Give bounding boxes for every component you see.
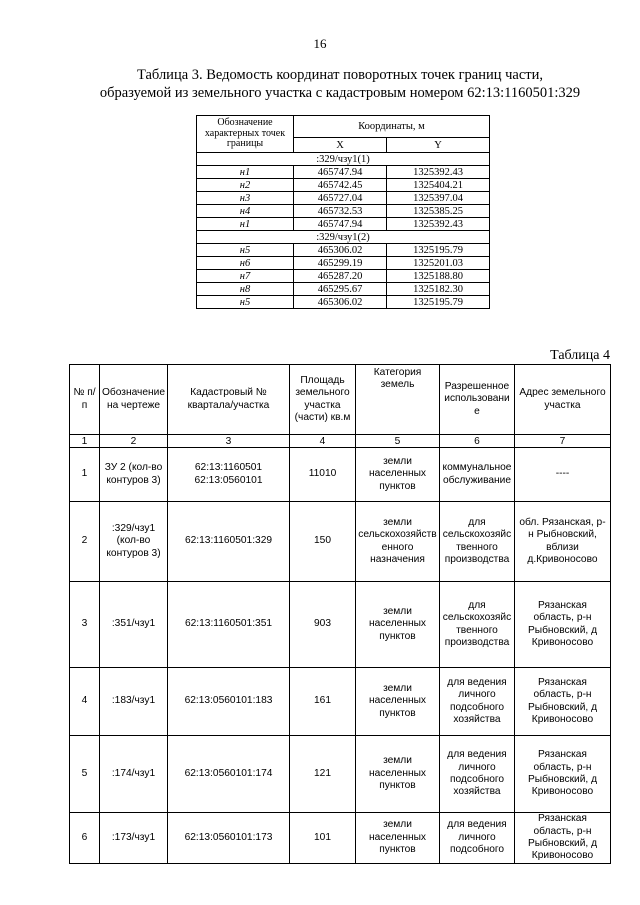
- header-y: Y: [387, 138, 490, 153]
- table-row: [197, 179, 490, 192]
- row-number: 1: [70, 448, 100, 502]
- header-designation: Обозначение на чертеже: [100, 365, 168, 435]
- permitted-use: для сельскохозяйственного производства: [440, 502, 515, 582]
- table-row: [70, 582, 611, 668]
- category: земли населенных пунктов: [356, 813, 440, 864]
- address: обл. Рязанская, р-н Рыбновский, вблизи д.Кривоносово: [515, 502, 611, 582]
- point-name: н7: [197, 270, 294, 283]
- x-value: 465299.19: [294, 257, 387, 270]
- cadastral: [168, 448, 290, 502]
- y-value: 1325397.04: [387, 192, 490, 205]
- table-row: [70, 668, 611, 736]
- point-name: н5: [197, 296, 294, 309]
- address: ----: [515, 448, 611, 502]
- table-row: [70, 736, 611, 813]
- category: земли населенных пунктов: [356, 448, 440, 502]
- parcels-table: [69, 364, 611, 864]
- area: 150: [290, 502, 356, 582]
- y-value: 1325195.79: [387, 296, 490, 309]
- group-label: :329/чзу1(1): [197, 153, 490, 166]
- column-number: 1: [70, 435, 100, 448]
- area: 11010: [290, 448, 356, 502]
- header-address: Адрес земельного участка: [515, 365, 611, 435]
- table-row: [70, 813, 611, 864]
- table-row: [197, 257, 490, 270]
- row-number: 2: [70, 502, 100, 582]
- column-number: 7: [515, 435, 611, 448]
- designation: :183/чзу1: [100, 668, 168, 736]
- header-number: № п/п: [70, 365, 100, 435]
- address: Рязанская область, р-н Рыбновский, д Кривоносово: [515, 668, 611, 736]
- cadastral-line2: 62:13:0560101: [194, 474, 263, 486]
- address: Рязанская область, р-н Рыбновский, д Кривоносово: [515, 813, 611, 864]
- table3-title-line2: образуемой из земельного участка с кадастровым номером 62:13:1160501:329: [99, 85, 581, 101]
- table3-title-line1: Таблица 3. Ведомость координат поворотных точек границ части,: [137, 67, 543, 83]
- area: 101: [290, 813, 356, 864]
- permitted-use: для ведения личного подсобного хозяйства: [440, 736, 515, 813]
- row-number: 6: [70, 813, 100, 864]
- area: 161: [290, 668, 356, 736]
- area: 121: [290, 736, 356, 813]
- y-value: 1325404.21: [387, 179, 490, 192]
- header-area: Площадь земельного участка (части) кв.м: [290, 365, 356, 435]
- group-label: :329/чзу1(2): [197, 231, 490, 244]
- cadastral: 62:13:1160501:329: [168, 502, 290, 582]
- point-name: н3: [197, 192, 294, 205]
- cadastral-line1: 62:13:1160501: [194, 462, 263, 474]
- y-value: 1325392.43: [387, 218, 490, 231]
- point-name: н2: [197, 179, 294, 192]
- column-number: 4: [290, 435, 356, 448]
- coordinates-table: [196, 115, 490, 309]
- x-value: 465727.04: [294, 192, 387, 205]
- point-name: н1: [197, 218, 294, 231]
- y-value: 1325195.79: [387, 244, 490, 257]
- y-value: 1325201.03: [387, 257, 490, 270]
- x-value: 465306.02: [294, 296, 387, 309]
- table-row: [197, 192, 490, 205]
- designation: :351/чзу1: [100, 582, 168, 668]
- table-row: [197, 296, 490, 309]
- cadastral: 62:13:0560101:183: [168, 668, 290, 736]
- column-number: 3: [168, 435, 290, 448]
- column-number: 6: [440, 435, 515, 448]
- table-row: [197, 244, 490, 257]
- table4-label: Таблица 4: [550, 348, 610, 363]
- column-number: 5: [356, 435, 440, 448]
- x-value: 465306.02: [294, 244, 387, 257]
- table-row: [197, 166, 490, 179]
- header-coords: Координаты, м: [294, 116, 490, 138]
- cadastral: 62:13:0560101:173: [168, 813, 290, 864]
- page-number: 16: [313, 36, 327, 51]
- point-name: н1: [197, 166, 294, 179]
- address: Рязанская область, р-н Рыбновский, д Кривоносово: [515, 582, 611, 668]
- y-value: 1325392.43: [387, 166, 490, 179]
- area: 903: [290, 582, 356, 668]
- category: земли населенных пунктов: [356, 668, 440, 736]
- table-row: [197, 205, 490, 218]
- header-x: X: [294, 138, 387, 153]
- designation: :329/чзу1 (кол-во контуров 3): [100, 502, 168, 582]
- table-row: [197, 218, 490, 231]
- x-value: 465747.94: [294, 218, 387, 231]
- permitted-use: коммунальное обслуживание: [440, 448, 515, 502]
- permitted-use: для сельскохозяйственного производства: [440, 582, 515, 668]
- y-value: 1325385.25: [387, 205, 490, 218]
- y-value: 1325188.80: [387, 270, 490, 283]
- table-row: [197, 283, 490, 296]
- table-row: [70, 502, 611, 582]
- header-use: Разрешенное использование: [440, 365, 515, 435]
- table3-title: [60, 66, 620, 102]
- row-number: 3: [70, 582, 100, 668]
- point-name: н5: [197, 244, 294, 257]
- x-value: 465747.94: [294, 166, 387, 179]
- header-category: Категория земель: [356, 365, 440, 435]
- column-number: 2: [100, 435, 168, 448]
- header-cadastral: Кадастровый № квартала/участка: [168, 365, 290, 435]
- point-name: н4: [197, 205, 294, 218]
- category: земли сельскохозяйственного назначения: [356, 502, 440, 582]
- header-points: Обозначение характерных точек границы: [197, 116, 294, 153]
- cadastral: 62:13:0560101:174: [168, 736, 290, 813]
- designation: :174/чзу1: [100, 736, 168, 813]
- designation: ЗУ 2 (кол-во контуров 3): [100, 448, 168, 502]
- table-row: [197, 270, 490, 283]
- y-value: 1325182.30: [387, 283, 490, 296]
- x-value: 465295.67: [294, 283, 387, 296]
- designation: :173/чзу1: [100, 813, 168, 864]
- category: земли населенных пунктов: [356, 582, 440, 668]
- category: земли населенных пунктов: [356, 736, 440, 813]
- table-row: [70, 448, 611, 502]
- point-name: н6: [197, 257, 294, 270]
- row-number: 4: [70, 668, 100, 736]
- x-value: 465742.45: [294, 179, 387, 192]
- x-value: 465732.53: [294, 205, 387, 218]
- cadastral: 62:13:1160501:351: [168, 582, 290, 668]
- permitted-use: для ведения личного подсобного: [440, 813, 515, 864]
- address: Рязанская область, р-н Рыбновский, д Кривоносово: [515, 736, 611, 813]
- row-number: 5: [70, 736, 100, 813]
- permitted-use: для ведения личного подсобного хозяйства: [440, 668, 515, 736]
- point-name: н8: [197, 283, 294, 296]
- x-value: 465287.20: [294, 270, 387, 283]
